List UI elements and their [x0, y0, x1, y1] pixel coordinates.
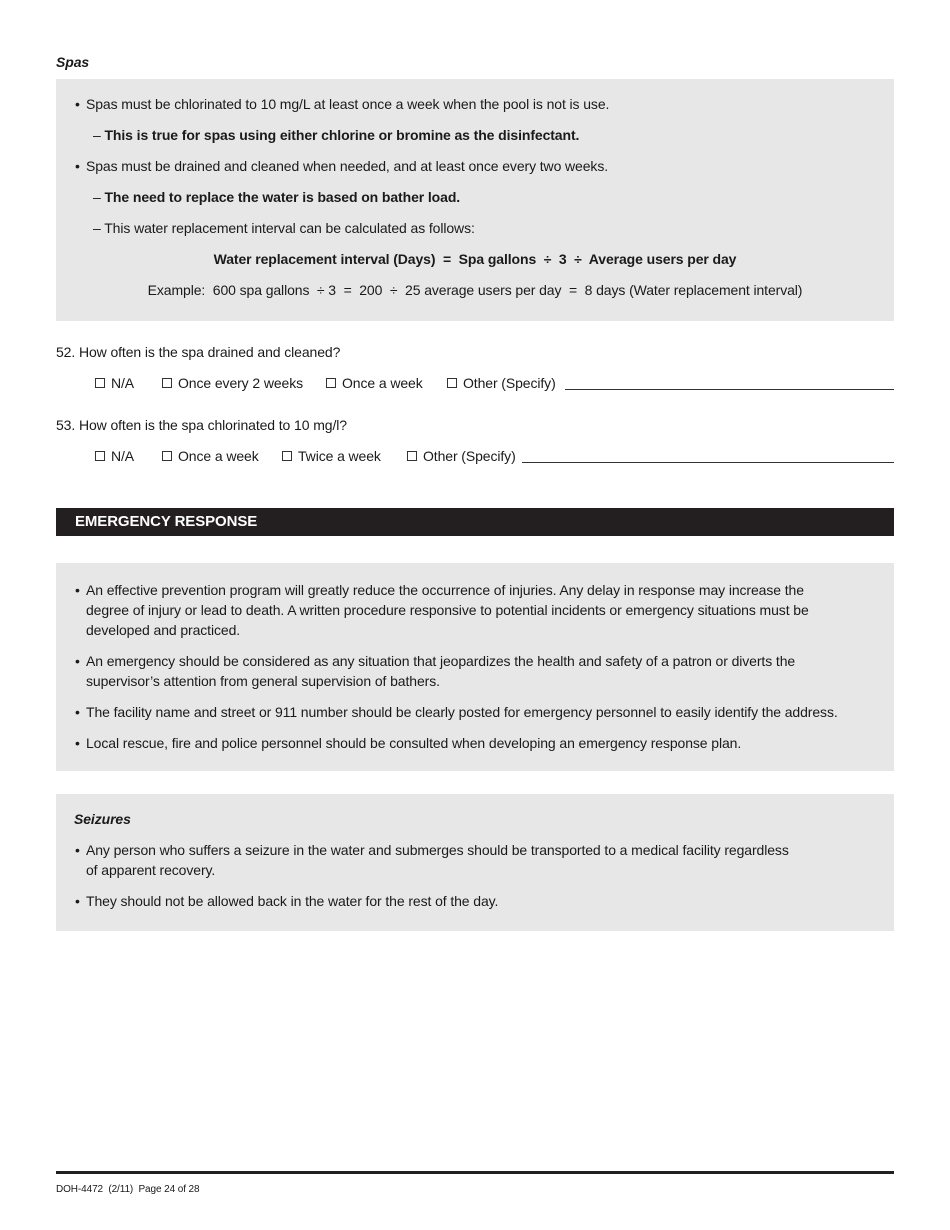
q53-option-na[interactable]: N/A [95, 446, 134, 466]
spas-info-box: • Spas must be chlorinated to 10 mg/L at least once a week when the pool is not is use. – This is true for spas using either chlorine or bromine as the disinfectant. • Spas must be drained and cleaned when needed, and at least once every two weeks. – The need to replace the water is based on bather load. – This water replacement interval can be calculated as follows: Water replacement interval (Days) = Spa gallons ÷ 3 ÷ Average users per day Example: 600 spa gallons ÷ 3 = 200 ÷ 25 average users per day = 8 days (Water replacement interval) [56, 79, 894, 321]
bullet-dot: • [75, 582, 80, 598]
emergency-info-box: • An effective prevention program will greatly reduce the occurrence of injuries. Any delay in response may increase the degree of injury or lead to death. A written procedure responsive to potential incidents or emergency situations must be developed and practiced. • An emergency should be considered as any situation that jeopardizes the health and safety of a patron or diverts the supervisor’s attention from general supervision of bathers. • The facility name and street or 911 number should be clearly posted for emergency personnel to easily identify the address. • Local rescue, fire and police personnel should be consulted when developing an emergency response plan. [56, 563, 894, 771]
spas-heading: Spas [56, 54, 90, 70]
q53-option-other[interactable]: Other (Specify) [407, 446, 516, 466]
seizures-info-box: Seizures • Any person who suffers a seizure in the water and submerges should be transported to a medical facility regardless of apparent recovery. • They should not be allowed back in the water for the rest of the day. [56, 794, 894, 931]
question-53: 53. How often is the spa chlorinated to 10 mg/l? [56, 417, 347, 433]
checkbox[interactable] [162, 451, 172, 461]
q53-option-once-a-week[interactable]: Once a week [162, 446, 259, 466]
bullet-dot: • [75, 96, 80, 112]
seizures-heading: Seizures [74, 811, 131, 827]
checkbox[interactable] [95, 451, 105, 461]
question-52: 52. How often is the spa drained and cleaned? [56, 344, 341, 360]
checkbox[interactable] [282, 451, 292, 461]
q53-option-twice-a-week[interactable]: Twice a week [282, 446, 381, 466]
spas-bullet1-sub: – This is true for spas using either chlorine or bromine as the disinfectant. [93, 127, 580, 143]
bullet-dot: • [75, 893, 80, 909]
q52-option-other[interactable]: Other (Specify) [447, 373, 556, 393]
q53-other-specify-line[interactable] [522, 462, 894, 463]
checkbox[interactable] [447, 378, 457, 388]
bullet-dot: • [75, 735, 80, 751]
checkbox[interactable] [162, 378, 172, 388]
bullet-dot: • [75, 653, 80, 669]
bullet-dot: • [75, 842, 80, 858]
q52-option-na[interactable]: N/A [95, 373, 134, 393]
q52-option-every-2-weeks[interactable]: Once every 2 weeks [162, 373, 303, 393]
checkbox[interactable] [95, 378, 105, 388]
page-footer: DOH-4472 (2/11) Page 24 of 28 [56, 1184, 200, 1195]
footer-rule [56, 1171, 894, 1174]
formula-example: Example: 600 spa gallons ÷ 3 = 200 ÷ 25 average users per day = 8 days (Water replacement interval) [147, 282, 803, 298]
spas-bullet2-sub2: – This water replacement interval can be calculated as follows: [93, 220, 475, 236]
bullet-dot: • [75, 158, 80, 174]
emergency-response-header: EMERGENCY RESPONSE [56, 508, 894, 536]
checkbox[interactable] [326, 378, 336, 388]
q52-option-once-a-week[interactable]: Once a week [326, 373, 423, 393]
spas-bullet2-sub1: – The need to replace the water is based on bather load. [93, 189, 461, 205]
formula: Water replacement interval (Days) = Spa gallons ÷ 3 ÷ Average users per day [213, 251, 737, 267]
q52-other-specify-line[interactable] [565, 389, 894, 390]
bullet-dot: • [75, 704, 80, 720]
checkbox[interactable] [407, 451, 417, 461]
